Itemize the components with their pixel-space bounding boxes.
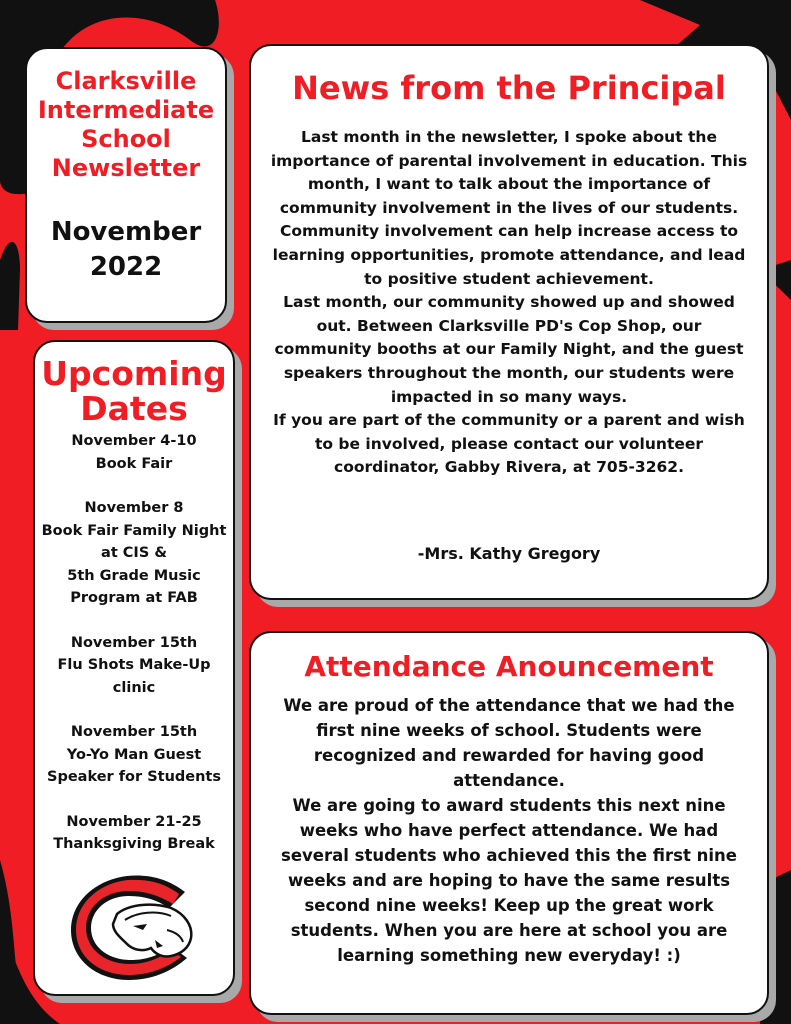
principal-signature: -Mrs. Kathy Gregory xyxy=(417,544,601,563)
date-item xyxy=(35,721,233,789)
cougar-logo-icon xyxy=(67,874,199,982)
attendance-body xyxy=(273,693,745,968)
principal-paragraph: If you are part of the community or a parent and wish to be involved, please contact our volunteer coordinator, Gabby Rivera, at 705-3262. xyxy=(273,411,745,477)
date-item-text: November 4-10 Book Fair xyxy=(71,433,197,472)
principal-paragraph: Last month, our community showed up and showed out. Between Clarksville PD's Cop Shop, our community booths at our Family Night, and the guest speakers throughout the month, our students were impacted in so many ways. xyxy=(274,293,744,406)
date-item-text: November 15th Yo-Yo Man Guest Speaker for Students xyxy=(47,724,221,785)
upcoming-dates-heading: Upcoming Dates xyxy=(41,354,227,428)
attendance-card xyxy=(249,631,769,1015)
date-item xyxy=(35,811,233,856)
newsletter-month: November 2022 xyxy=(50,217,202,282)
masthead-card xyxy=(25,47,227,323)
principal-news-card xyxy=(249,44,769,600)
newsletter-title: Clarksville Intermediate School Newsletter xyxy=(37,67,215,182)
attendance-paragraph: We are going to award students this next nine weeks who have perfect attendance. We had several students who achieved this the first nine weeks and are hoping to have the same results second nine weeks! Keep up the great work students. When you are here at school you are learning something new everyday! :) xyxy=(281,796,737,965)
date-item-text: November 15th Flu Shots Make-Up clinic xyxy=(57,634,211,696)
date-item-text: November 8 Book Fair Family Night at CIS & 5th Grade Music Program at FAB xyxy=(41,500,227,606)
date-item xyxy=(35,430,233,475)
attendance-paragraph: We are proud of the attendance that we had the first nine weeks of school. Students were recognized and rewarded for having good attendance. xyxy=(283,696,735,790)
principal-heading: News from the Principal xyxy=(292,69,726,107)
upcoming-dates-list xyxy=(35,430,233,878)
attendance-heading: Attendance Anouncement xyxy=(304,650,714,683)
date-item-text: November 21-25 Thanksgiving Break xyxy=(53,813,215,852)
date-item xyxy=(35,497,233,610)
principal-body xyxy=(269,126,749,480)
date-item xyxy=(35,632,233,700)
principal-paragraph: Last month in the newsletter, I spoke about the importance of parental involvement in education. This month, I want to talk about the importance of community involvement in the lives of our students. Community involvement can help increase access to learning opportunities, promote attendance, and lead to positive student achievement. xyxy=(270,128,748,288)
upcoming-dates-card xyxy=(33,340,235,996)
